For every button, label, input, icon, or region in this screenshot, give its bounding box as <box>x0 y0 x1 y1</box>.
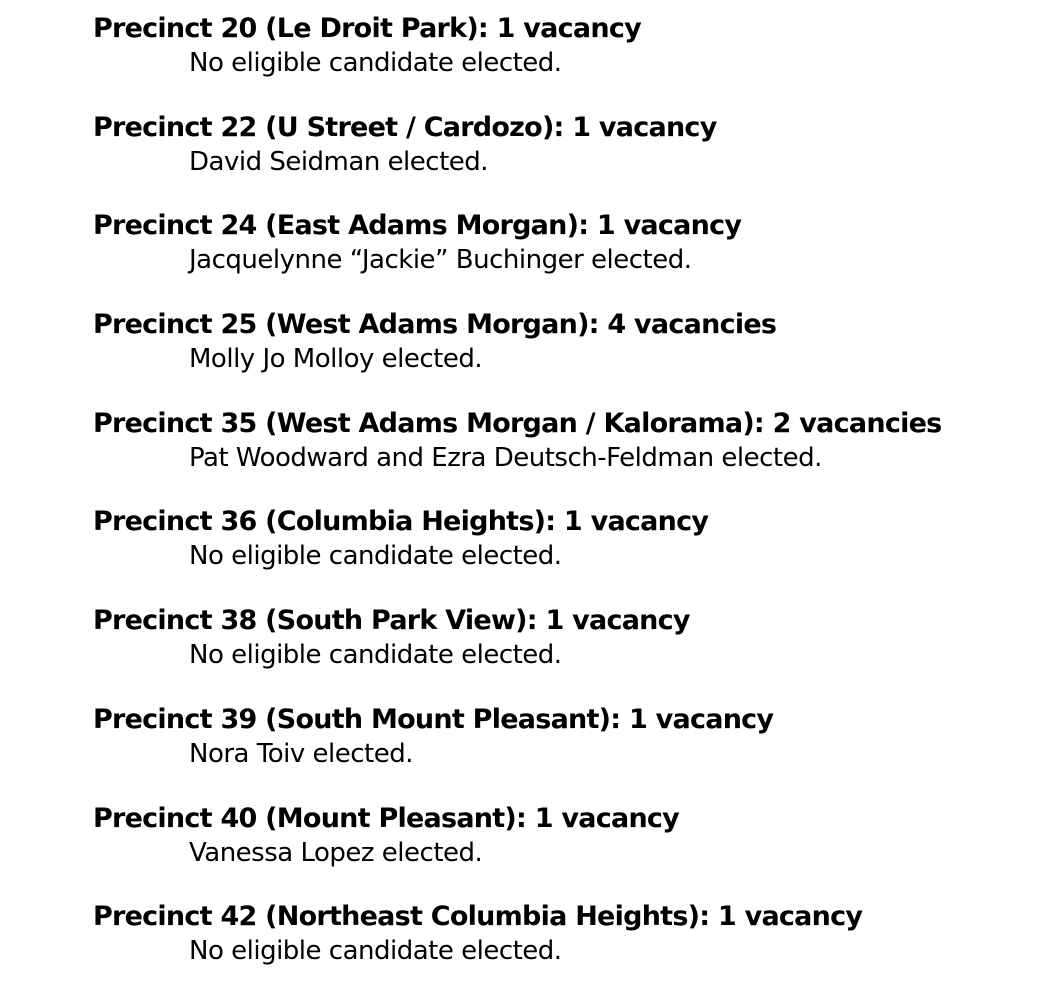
precinct-heading: Precinct 36 (Columbia Heights): 1 vacancy <box>93 506 709 538</box>
precinct-result: Jacquelynne “Jackie” Buchinger elected. <box>189 245 692 276</box>
precinct-heading: Precinct 40 (Mount Pleasant): 1 vacancy <box>93 802 680 834</box>
precinct-result: No eligible candidate elected. <box>189 640 562 671</box>
precinct-entry-39 <box>93 703 1043 802</box>
precinct-result: Nora Toiv elected. <box>189 738 413 769</box>
precinct-heading: Precinct 24 (East Adams Morgan): 1 vacancy <box>93 210 742 242</box>
precinct-heading: Precinct 38 (South Park View): 1 vacancy <box>93 605 690 637</box>
precinct-result: No eligible candidate elected. <box>189 541 562 572</box>
precinct-entry-22 <box>93 111 1043 210</box>
precinct-entry-38 <box>93 604 1043 703</box>
precinct-results-list <box>93 12 1043 999</box>
precinct-entry-35 <box>93 407 1043 506</box>
precinct-heading: Precinct 20 (Le Droit Park): 1 vacancy <box>93 13 641 44</box>
precinct-entry-42 <box>93 900 1043 999</box>
precinct-heading: Precinct 22 (U Street / Cardozo): 1 vacancy <box>93 111 717 143</box>
precinct-entry-36 <box>93 505 1043 604</box>
precinct-result: David Seidman elected. <box>189 146 489 177</box>
precinct-heading: Precinct 25 (West Adams Morgan): 4 vacancies <box>93 309 777 341</box>
precinct-result: Pat Woodward and Ezra Deutsch-Feldman elected. <box>189 442 822 473</box>
precinct-entry-24 <box>93 209 1043 308</box>
precinct-heading: Precinct 42 (Northeast Columbia Heights): 1 vacancy <box>93 901 863 933</box>
precinct-result: No eligible candidate elected. <box>189 48 562 78</box>
precinct-entry-25 <box>93 308 1043 407</box>
precinct-result: Molly Jo Molloy elected. <box>189 344 483 375</box>
precinct-entry-40 <box>93 802 1043 901</box>
precinct-heading: Precinct 39 (South Mount Pleasant): 1 vacancy <box>93 703 774 735</box>
precinct-result: No eligible candidate elected. <box>189 936 562 967</box>
precinct-entry-20 <box>93 12 1043 111</box>
precinct-result: Vanessa Lopez elected. <box>189 837 483 868</box>
precinct-heading: Precinct 35 (West Adams Morgan / Kalorama): 2 vacancies <box>93 407 942 439</box>
